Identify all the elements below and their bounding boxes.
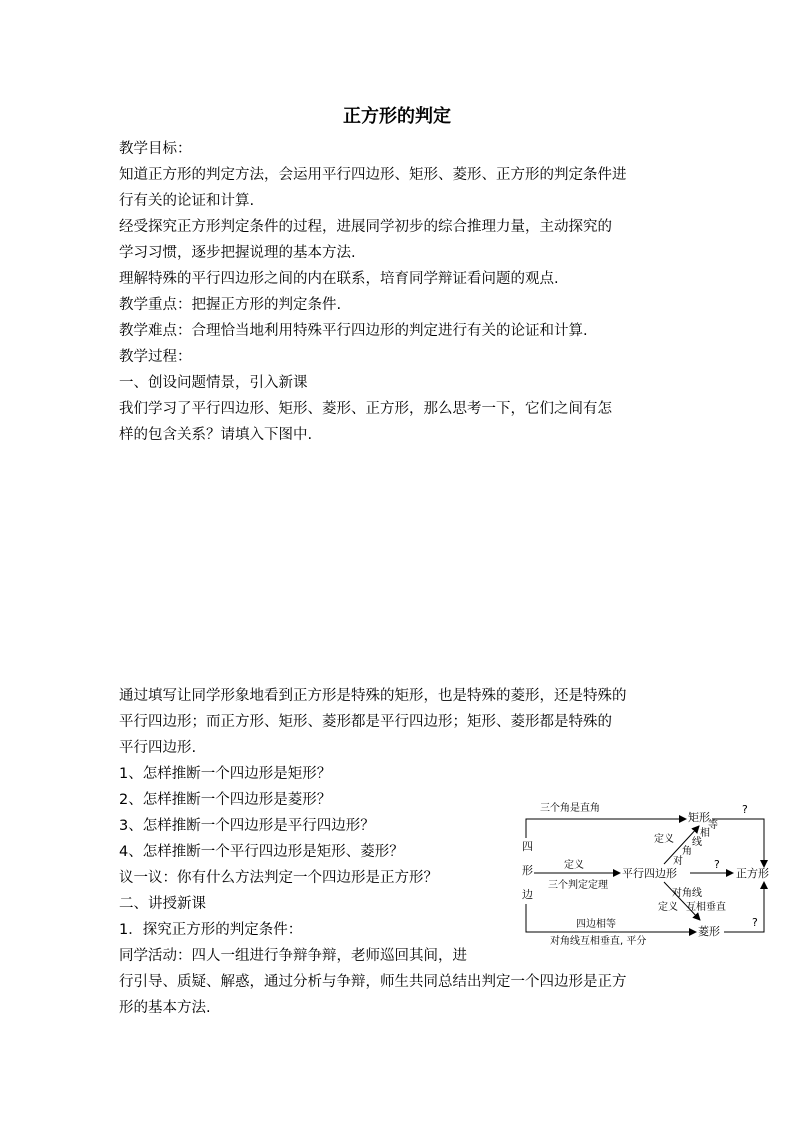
quadrilateral-relation-diagram	[518, 796, 788, 952]
question-3: 3、怎样推断一个四边形是平行四边形？	[119, 818, 375, 834]
intro-line-2: 样的包含关系？请填入下图中.	[119, 427, 313, 443]
fill-line-3: 平行四边形.	[119, 740, 197, 756]
quad-char-2: 形	[522, 864, 533, 877]
node-rectangle: 矩形	[688, 811, 710, 824]
goal-2-line-1: 经受探究正方形判定条件的过程，进展同学初步的综合推理力量，主动探究的	[119, 219, 612, 235]
label-diag-perp-bisect: 对角线互相垂直, 平分	[550, 936, 647, 947]
label-three-right-angles: 三个角是直角	[540, 803, 600, 814]
question-2: 2、怎样推断一个四边形是菱形？	[119, 792, 332, 808]
subsection-1: 1．探究正方形的判定条件：	[119, 922, 303, 938]
intro-line-1: 我们学习了平行四边形、矩形、菱形、正方形，那么思考一下，它们之间有怎	[119, 401, 612, 417]
label-three-theorems: 三个判定定理	[548, 880, 608, 891]
question-mark-top: ?	[742, 803, 748, 816]
label-perpendicular: 互相垂直	[686, 902, 726, 913]
section-2-heading: 二、讲授新课	[119, 896, 206, 912]
label-definition-down: 定义	[658, 902, 678, 913]
label-four-sides-equal: 四边相等	[576, 919, 616, 930]
key-point: 教学重点：把握正方形的判定条件.	[119, 297, 342, 313]
process-heading: 教学过程：	[119, 349, 192, 365]
label-diagonal: 对角线	[672, 888, 702, 899]
fill-line-1: 通过填写让同学形象地看到正方形是特殊的矩形，也是特殊的菱形，还是特殊的	[119, 688, 627, 704]
quad-char-1: 四	[522, 840, 533, 853]
node-square: 正方形	[736, 867, 769, 880]
diag-equal-char-4: 相	[700, 828, 710, 839]
fill-line-2: 平行四边形；而正方形、矩形、菱形都是平行四边形；矩形、菱形都是特殊的	[119, 714, 612, 730]
question-1: 1、怎样推断一个四边形是矩形？	[119, 766, 332, 782]
page-title: 正方形的判定	[343, 106, 451, 127]
question-mark-middle: ?	[714, 858, 720, 871]
label-definition-up: 定义	[654, 834, 674, 845]
discussion: 议一议：你有什么方法判定一个四边形是正方形？	[119, 870, 438, 886]
node-parallelogram: 平行四边形	[622, 867, 677, 880]
goal-2-line-2: 学习习惯，逐步把握说理的基本方法.	[119, 245, 356, 261]
activity-line-1: 同学活动：四人一组进行争辩争辩，老师巡回其间，进	[119, 948, 467, 964]
goal-3: 理解特殊的平行四边形之间的内在联系，培育同学辩证看问题的观点.	[119, 271, 559, 287]
activity-line-3: 形的基本方法.	[119, 1000, 211, 1016]
goals-heading: 教学目标：	[119, 141, 192, 157]
question-mark-bottom: ?	[752, 916, 758, 929]
goal-1-line-1: 知道正方形的判定方法，会运用平行四边形、矩形、菱形、正方形的判定条件进	[119, 167, 627, 183]
label-definition-mid: 定义	[564, 860, 584, 871]
node-rhombus: 菱形	[698, 925, 720, 938]
diag-equal-char-3: 线	[692, 837, 702, 848]
difficulty: 教学难点：合理恰当地利用特殊平行四边形的判定进行有关的论证和计算.	[119, 323, 588, 339]
goal-1-line-2: 行有关的论证和计算.	[119, 193, 255, 209]
question-4: 4、怎样推断一个平行四边形是矩形、菱形？	[119, 844, 404, 860]
activity-line-2: 行引导、质疑、解惑，通过分析与争辩，师生共同总结出判定一个四边形是正方	[119, 974, 627, 990]
quad-char-3: 边	[522, 888, 533, 901]
diag-equal-char-1: 对	[673, 856, 683, 867]
section-1-heading: 一、创设问题情景，引入新课	[119, 375, 308, 391]
arrow-rhombus-to-square	[724, 882, 764, 932]
diag-equal-char-5: 等	[708, 820, 718, 831]
diag-equal-char-2: 角	[682, 846, 692, 857]
